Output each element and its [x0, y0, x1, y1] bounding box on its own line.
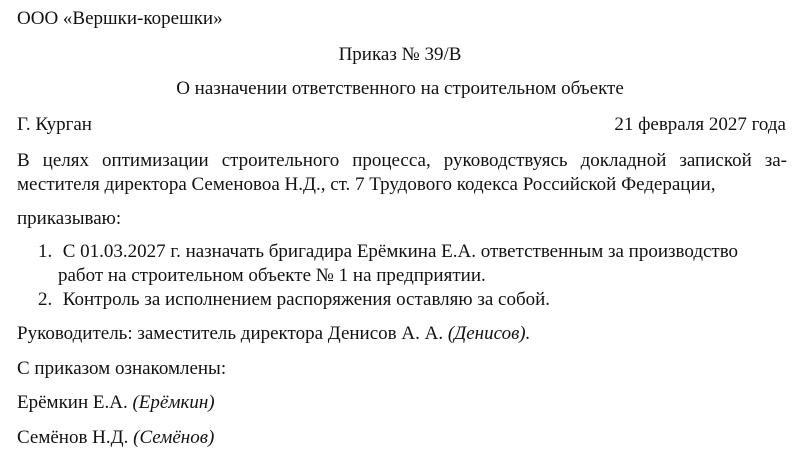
- list-item-text: С 01.03.2027 г. назначать бригадира Ерёмкина Е.А. ответственным за производство: [62, 241, 739, 262]
- list-item-number: 2.: [38, 289, 53, 310]
- head-signature: (Денисов).: [447, 323, 531, 344]
- acquainted-signature: (Ерёмкин): [132, 392, 215, 413]
- head-label: Руководитель: заместитель директора Денисов А. А.: [17, 323, 444, 344]
- preamble-line-1: В целях оптимизации строительного процесса, руководствуясь докладной запиской за-: [17, 150, 787, 171]
- preamble-line-2: местителя директора Семеновоа Н.Д., ст. 7 Трудового кодекса Российской Федерации,: [17, 174, 716, 195]
- order-date: 21 февраля 2027 года: [614, 114, 786, 135]
- acquainted-name: Семёнов Н.Д.: [17, 427, 129, 448]
- order-title: Приказ № 39/В: [338, 44, 462, 65]
- list-item-number: 1.: [38, 241, 53, 262]
- acquainted-name: Ерёмкин Е.А.: [17, 392, 128, 413]
- acquainted-signature: (Семёнов): [133, 427, 215, 448]
- list-item-text: Контроль за исполнением распоряжения оставляю за собой.: [62, 289, 551, 310]
- list-item: [38, 240, 738, 264]
- head-signature-line: [17, 322, 530, 346]
- list-item-continuation: работ на строительном объекте № 1 на предприятии.: [58, 265, 486, 286]
- organization-name: ООО «Вершки-корешки»: [17, 8, 223, 29]
- order-subject: О назначении ответственного на строительном объекте: [176, 78, 624, 99]
- acquainted-row: [17, 426, 214, 450]
- city: Г. Курган: [17, 114, 92, 135]
- acquainted-row: [17, 391, 215, 415]
- acquainted-label: С приказом ознакомлены:: [17, 358, 227, 379]
- order-word: приказываю:: [17, 208, 122, 229]
- list-item: [38, 288, 550, 312]
